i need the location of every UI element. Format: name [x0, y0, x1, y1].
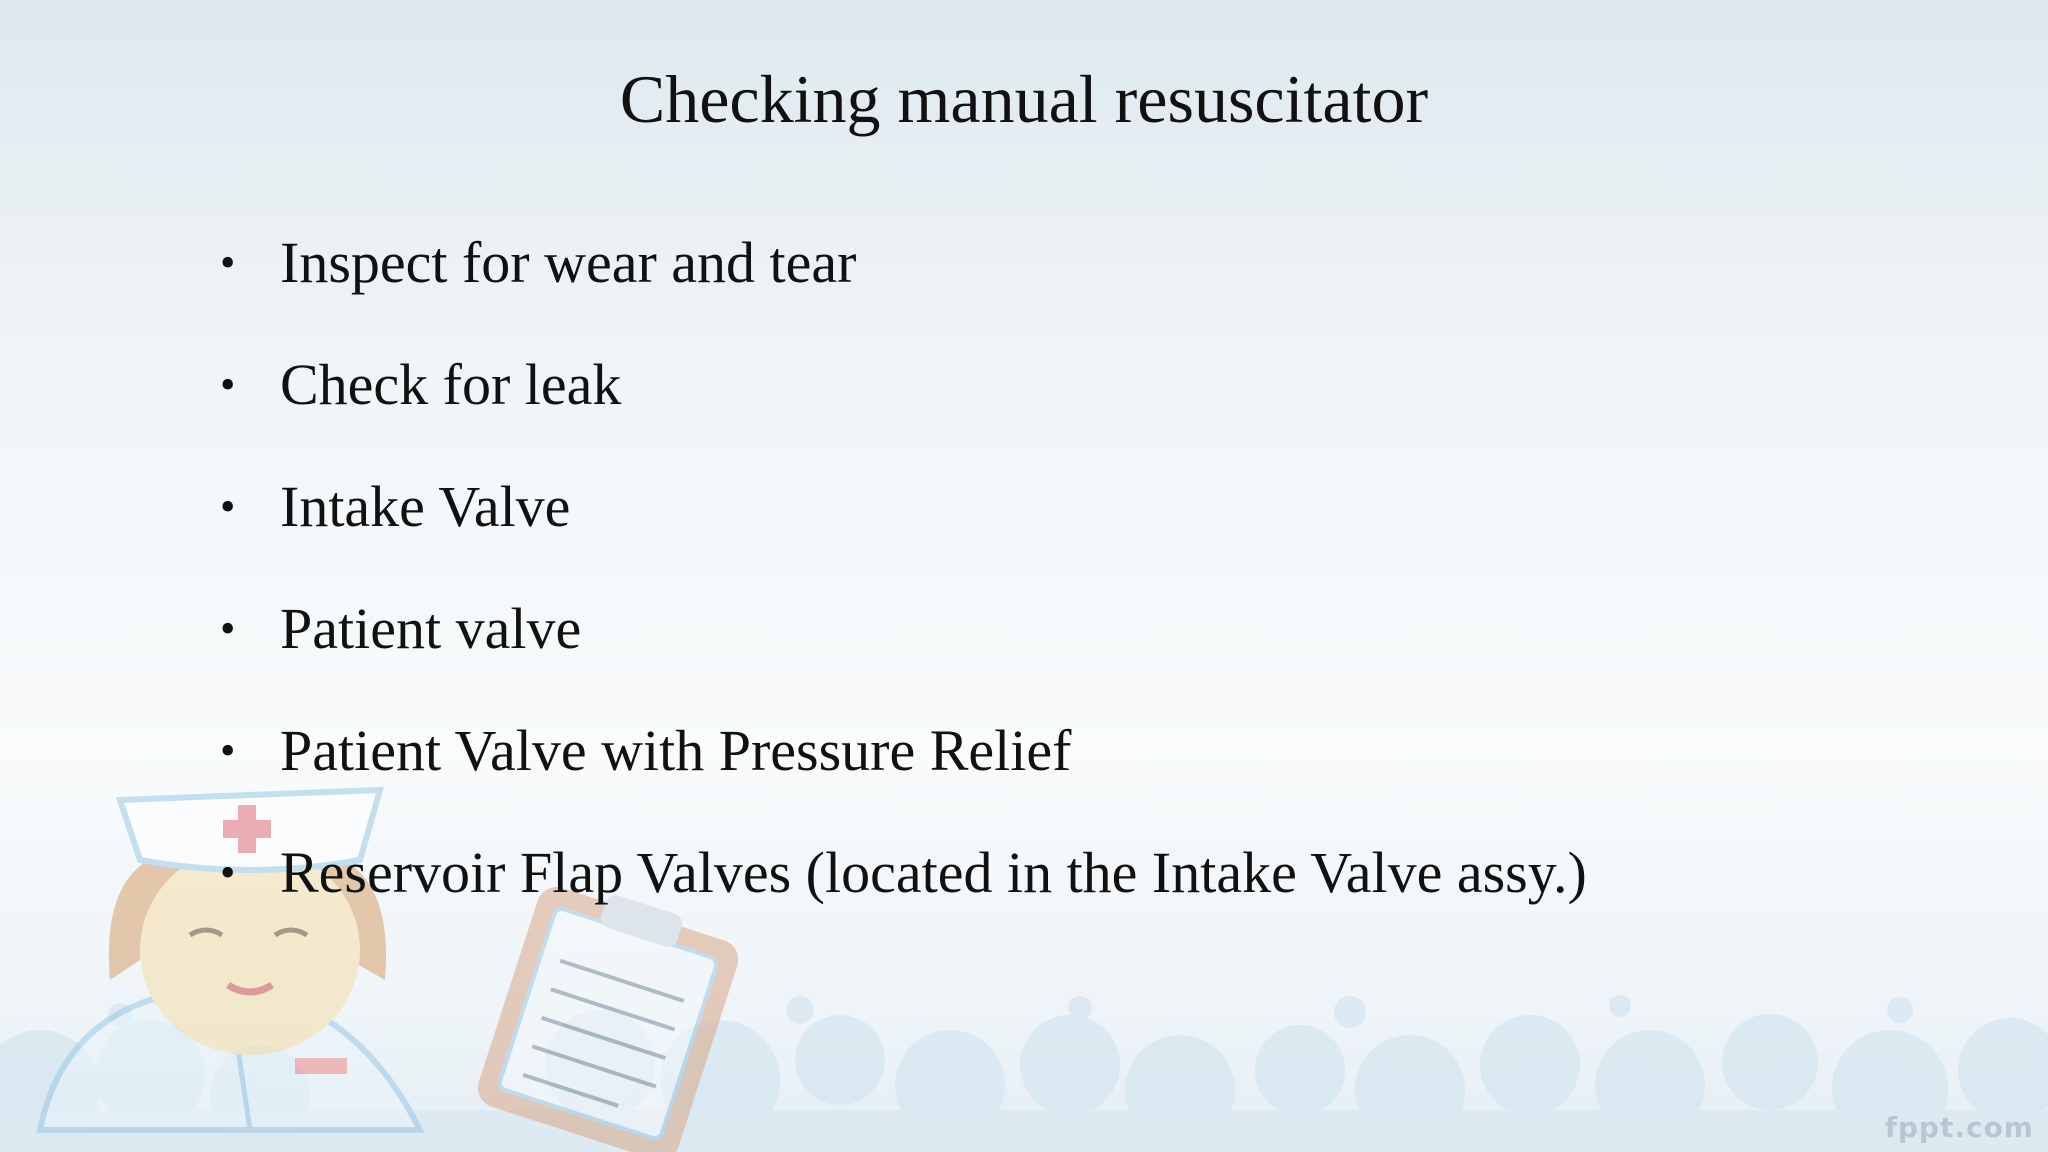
bullet-item: [220, 222, 856, 302]
bullet-text: Check for leak: [280, 351, 622, 417]
bullet-text: Inspect for wear and tear: [280, 229, 857, 295]
slide-title: Checking manual resuscitator: [619, 61, 1429, 137]
bullet-item: [220, 588, 581, 668]
bullet-item: [220, 466, 570, 546]
watermark: fppt.com: [1884, 1111, 2034, 1144]
bullet-icon: •: [220, 725, 236, 775]
bullet-text: Intake Valve: [280, 473, 571, 539]
bullet-item: [220, 344, 621, 424]
bullet-item: [220, 710, 1071, 790]
bullet-item: [220, 832, 1587, 912]
bullet-icon: •: [220, 847, 236, 897]
bullet-text: Patient Valve with Pressure Relief: [280, 717, 1072, 783]
bullet-text: Reservoir Flap Valves (located in the Intake Valve assy.): [280, 839, 1587, 905]
bullet-icon: •: [220, 603, 236, 653]
bullet-text: Patient valve: [280, 595, 582, 661]
bullet-icon: •: [220, 237, 236, 287]
bullet-icon: •: [220, 359, 236, 409]
bullet-icon: •: [220, 481, 236, 531]
